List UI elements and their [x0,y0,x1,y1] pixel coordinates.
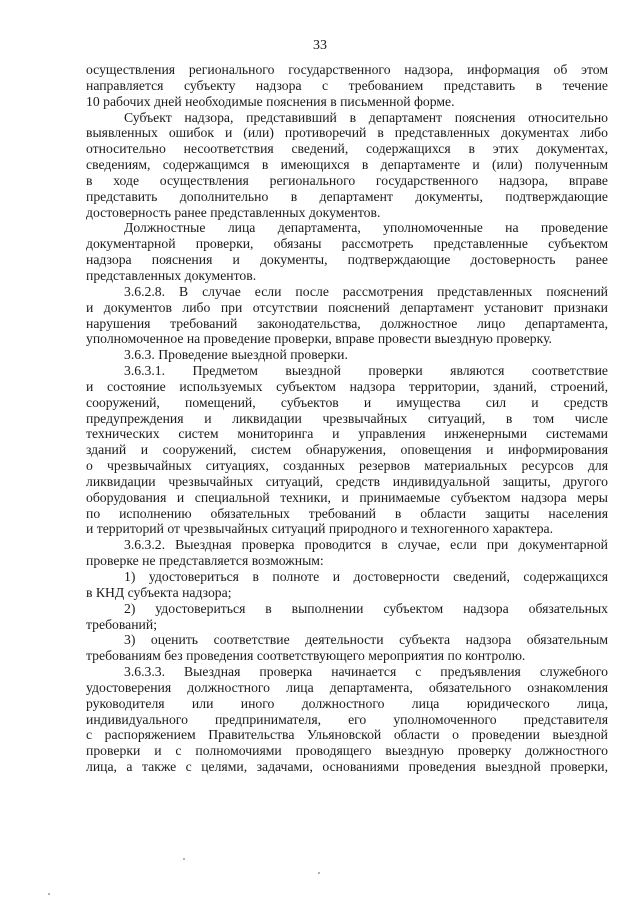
text-line: требованиям без проведения соответствующего мероприятия по контролю. [86,648,526,664]
text-line: лица, а также с целями, задачами, основаниями проведения выездной проверки, [86,759,608,775]
text-line: 3.6.3. Проведение выездной проверки. [124,347,348,363]
text-line: о чрезвычайных ситуациях, созданных резервов материальных ресурсов для [86,458,608,474]
text-line: уполномоченное на проведение проверки, вправе провести выездную проверку. [86,331,552,347]
text-line: представленных документов. [86,267,257,283]
text-line: проверки и с полномочиями проводящего выездную проверку должностного [86,743,608,759]
text-line: и территорий от чрезвычайных ситуаций природного и техногенного характера. [86,521,554,537]
text-line: осуществления регионального государственного надзора, информация об этом [86,62,608,77]
text-line: ликвидации чрезвычайных ситуаций, средств индивидуальной защиты, другого [86,473,608,489]
text-line: и документов либо при отсутствии пояснений департамент установит признаки [86,299,608,315]
text-line: 3) оценить соответствие деятельности субъекта надзора обязательным [124,632,608,648]
text-line: относительно несоответствия сведений, содержащихся в этих документах, [86,141,608,157]
text-line: 2) удостовериться в выполнении субъектом надзора обязательных [124,600,608,616]
text-line: удостоверения должностного лица департамента, обязательного ознакомления [86,679,608,695]
text-line: достоверность ранее представленных документов. [86,204,381,220]
scan-speck [318,872,320,874]
text-line: 3.6.2.8. В случае если после рассмотрения представленных пояснений [124,283,608,299]
text-line: 3.6.3.1. Предметом выездной проверки являются соответствие [124,363,608,379]
text-line: оборудования и специальной техники, и принимаемые субъектом надзора меры [86,489,608,505]
text-line: направляется субъекту надзора с требованием представить в течение [86,77,608,93]
text-line: зданий и сооружений, систем обнаружения, оповещения и информирования [86,442,608,458]
text-line: технических систем мониторинга и управления инженерными системами [86,426,608,442]
text-line: 3.6.3.2. Выездная проверка проводится в случае, если при документарной [124,537,608,553]
text-line: руководителя или иного должностного лица юридического лица, [86,695,608,711]
text-line: Должностные лица департамента, уполномоченные на проведение [124,220,608,236]
text-line: проверке не представляется возможным: [86,553,324,569]
text-line: требований; [86,616,158,632]
scan-speck [183,858,185,860]
text-line: нарушения требований законодательства, должностное лицо департамента, [86,315,608,331]
text-line: 1) удостовериться в полноте и достоверности сведений, содержащихся [124,569,608,584]
text-line: Субъект надзора, представивший в департамент пояснения относительно [124,109,608,125]
text-line: 3.6.3.3. Выездная проверка начинается с предъявления служебного [124,664,608,680]
document-body [86,62,608,775]
text-line: документарной проверки, обязаны рассмотреть представленные субъектом [86,236,608,252]
text-line: с распоряжением Правительства Ульяновской области о проведении выездной [86,727,608,743]
text-line: представить дополнительно в департамент документы, подтверждающие [86,188,608,204]
text-line: 10 рабочих дней необходимые пояснения в письменной форме. [86,93,455,109]
page-number: 33 [313,38,327,53]
text-line: в ходе осуществления регионального государственного надзора, вправе [86,172,608,188]
text-line: индивидуального предпринимателя, его уполномоченного представителя [86,711,608,727]
text-line: в КНД субъекта надзора; [86,584,232,600]
scan-speck [48,893,50,895]
text-line: сооружений, помещений, субъектов и имущества сил и средств [86,394,608,410]
text-line: выявленных ошибок и (или) противоречий в представленных документах либо [86,125,608,141]
text-line: по исполнению обязательных требований в области защиты населения [86,505,608,521]
text-line: сведениям, содержащимся в имеющихся в департаменте и (или) полученным [86,157,608,173]
text-line: надзора пояснения и документы, подтверждающие достоверность ранее [86,252,608,268]
text-line: и состояние используемых субъектом надзора территории, зданий, строений, [86,378,608,394]
text-line: предупреждения и ликвидации чрезвычайных ситуаций, в том числе [86,410,608,426]
